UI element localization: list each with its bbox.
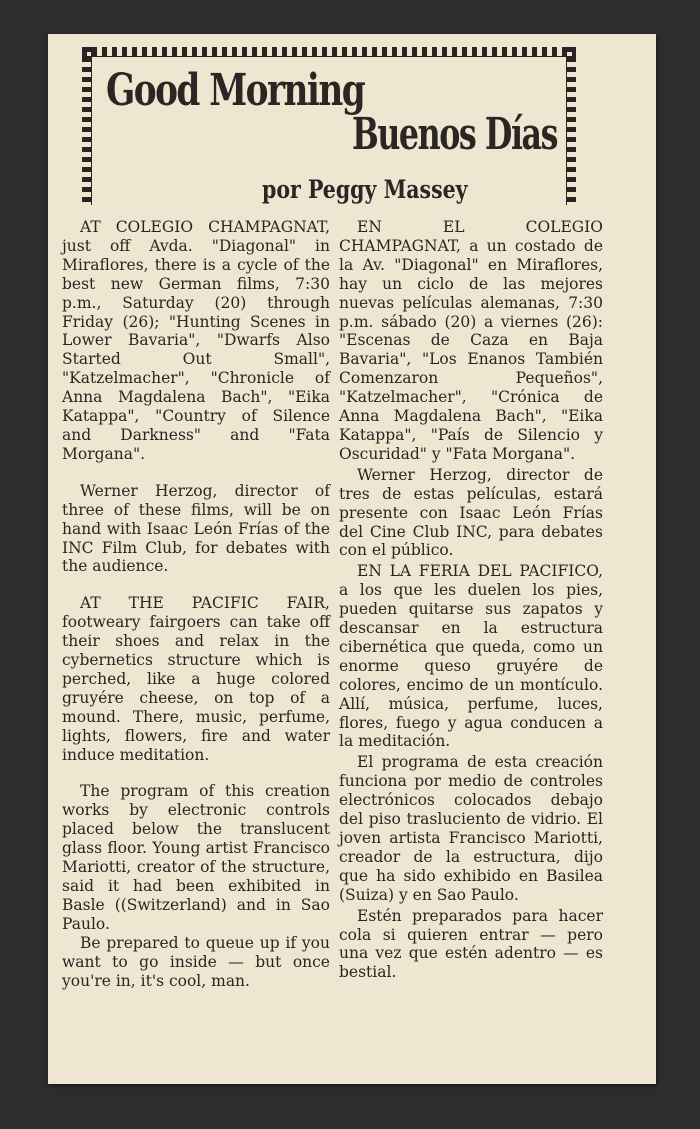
byline: por Peggy Massey xyxy=(262,175,468,204)
column-spanish xyxy=(339,218,603,982)
paragraph-es-3: EN LA FERIA DEL PACIFICO, a los que les duelen los pies, pueden quitarse sus zapatos y descansar en la estructura cibernética que queda, como un enorme queso gruyére de colores, encimo de un montículo. Allí, música, perfume, luces, flores, fuego y agua conducen a la meditación. xyxy=(339,562,603,751)
paragraph-es-4: El programa de esta creación funciona por medio de controles electrónicos colocados debajo del piso trasluciento de vidrio. El joven artista Francisco Mariotti, creador de la estructura, dijo que ha sido exhibido en Basilea (Suiza) y en Sao Paulo. xyxy=(339,753,603,904)
checker-border-top xyxy=(82,47,576,57)
paragraph-es-5: Estén preparados para hacer cola si quieren entrar — pero una vez que estén adentro — es bestial. xyxy=(339,906,603,982)
newspaper-clipping xyxy=(48,34,656,1084)
checker-border-left xyxy=(82,47,92,205)
paragraph-en-3: AT THE PACIFIC FAIR, footweary fairgoers can take off their shoes and relax in the cybernetics structure which is perched, like a huge colored gruyére cheese, on top of a mound. There, music, perfume, lights, flowers, fire and water induce meditation. xyxy=(62,594,330,764)
paragraph-en-4: The program of this creation works by electronic controls placed below the translucent glass floor. Young artist Francisco Mariotti, creator of the structure, said it had been exhibited in Basle ((Switzerland) and in Sao Paulo. xyxy=(62,782,330,933)
masthead-box xyxy=(82,38,576,205)
paragraph-es-2: Werner Herzog, director de tres de estas películas, estará presente con Isaac León Frías del Cine Club INC, para debates con el público. xyxy=(339,465,603,560)
paragraph-en-5: Be prepared to queue up if you want to go inside — but once you're in, it's cool, man. xyxy=(62,933,330,990)
paragraph-en-1: AT COLEGIO CHAMPAGNAT, just off Avda. "Diagonal" in Miraflores, there is a cycle of the best new German films, 7:30 p.m., Saturday (20) through Friday (26); "Hunting Scenes in Lower Bavaria", "Dwarfs Also Started Out Small", "Katzelmacher", "Chronicle of Anna Magdalena Bach", "Eika Katappa", "Country of Silence and Darkness" and "Fata Morgana". xyxy=(62,218,330,463)
paragraph-en-2: Werner Herzog, director of three of these films, will be on hand with Isaac León Frías of the INC Film Club, for debates with the audience. xyxy=(62,481,330,576)
checker-border-right xyxy=(566,47,576,205)
title-english: Good Morning xyxy=(106,65,365,116)
title-spanish: Buenos Días xyxy=(352,109,558,160)
column-english xyxy=(62,218,330,990)
paragraph-es-1: EN EL COLEGIO CHAMPAGNAT, a un costado de la Av. "Diagonal" en Miraflores, hay un ciclo de las mejores nuevas películas alemanas, 7:30 p.m. sábado (20) a viernes (26): "Escenas de Caza en Baja Bavaria", "Los Enanos También Comenzaron Pequeños", "Katzelmacher", "Crónica de Anna Magdalena Bach", "Eika Katappa", "País de Silencio y Oscuridad" y "Fata Morgana". xyxy=(339,218,603,463)
